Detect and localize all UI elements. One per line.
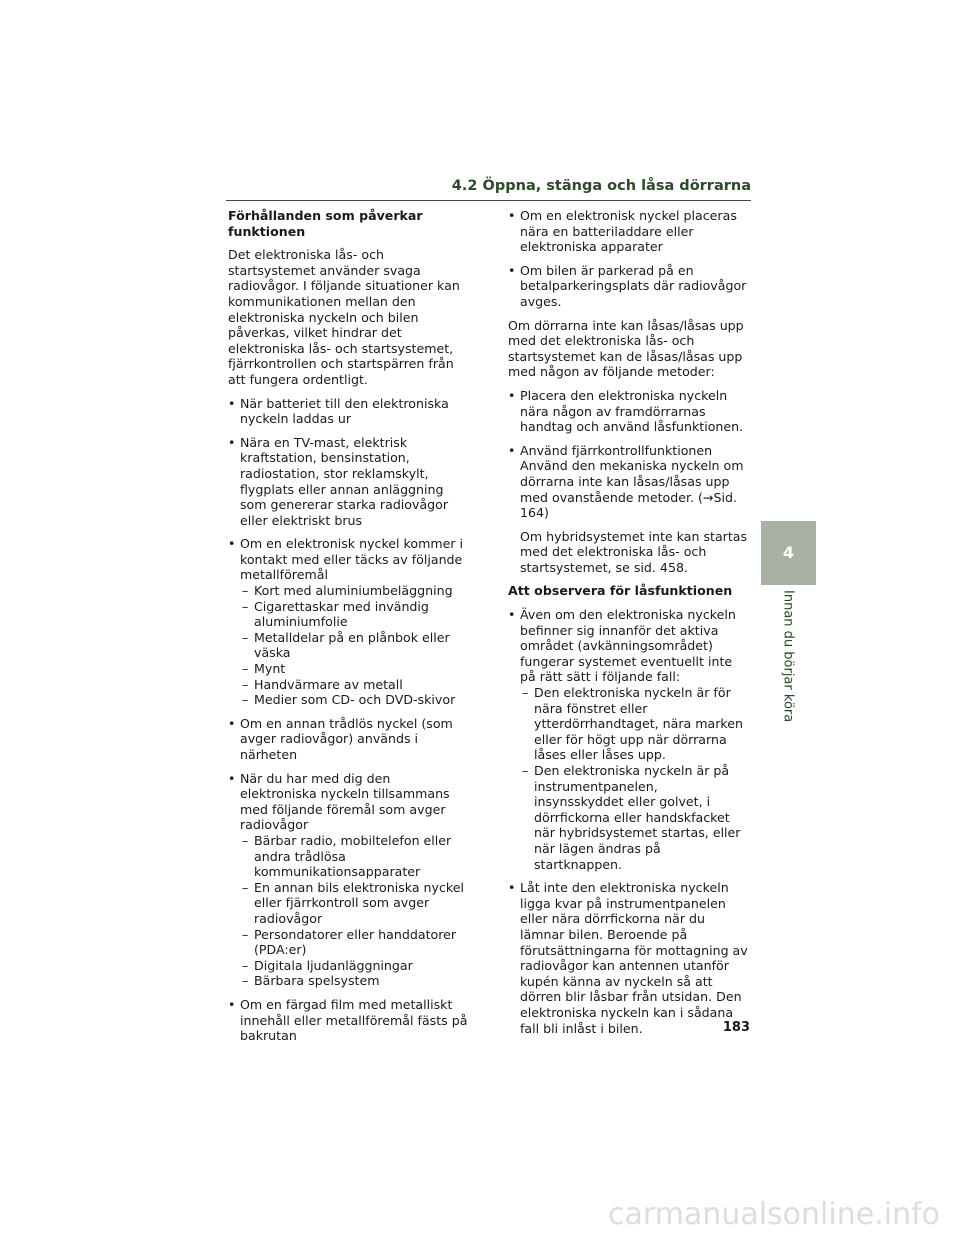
dash-item: – Den elektroniska nyckeln är på instrumentpanelen, insynsskyddet eller golvet, i dörrfickorna eller handskfacket när hybridsystemet startas, eller när lägen ändras på startknappen. xyxy=(522,763,748,872)
right-column xyxy=(508,208,748,1044)
dash-item: – Medier som CD- och DVD-skivor xyxy=(242,692,468,708)
radio-devices-list xyxy=(240,833,468,989)
left-column xyxy=(228,208,468,1052)
dash-item: – Digitala ljudanläggningar xyxy=(242,958,468,974)
watermark: carmanualsonline.info xyxy=(608,1197,940,1232)
dash-item: – Metalldelar på en plånbok eller väska xyxy=(242,630,468,661)
list-item: • Placera den elektroniska nyckeln nära någon av framdörrarnas handtag och använd låsfunktionen. xyxy=(508,388,748,435)
conditions-list-continued xyxy=(508,208,748,310)
dash-item: – En annan bils elektroniska nyckel eller fjärrkontroll som avger radiovågor xyxy=(242,880,468,927)
list-item: • När batteriet till den elektroniska nyckeln laddas ur xyxy=(228,396,468,427)
dash-item: – Den elektroniska nyckeln är för nära fönstret eller ytterdörrhandtaget, nära marken eller för högt upp när dörrarna låses eller låses upp. xyxy=(522,685,748,763)
dash-item: – Mynt xyxy=(242,661,468,677)
dash-item: – Bärbar radio, mobiltelefon eller andra trådlösa kommunikationsapparater xyxy=(242,833,468,880)
hybrid-note: Om hybridsystemet inte kan startas med det elektroniska lås- och startsystemet, se sid. 458. xyxy=(520,528,748,575)
section-header: 4.2 Öppna, stänga och låsa dörrarna xyxy=(226,178,751,201)
methods-paragraph: Om dörrarna inte kan låsas/låsas upp med det elektroniska lås- och startsystemet kan de låsas/låsas upp med någon av följande metoder: xyxy=(508,317,744,380)
chapter-label: Innan du börjar köra xyxy=(780,590,796,723)
dash-item: – Cigarettaskar med invändig aluminiumfolie xyxy=(242,599,468,630)
metal-objects-list xyxy=(240,583,468,708)
dash-item: – Persondatorer eller handdatorer (PDA:er) xyxy=(242,927,468,958)
list-item: • Om en elektronisk nyckel kommer i kontakt med eller täcks av följande metallföremål – Kort med aluminiumbeläggning – Cigarettaskar med invändig aluminiumfolie – Metalldelar på en plånbok eller väska – Mynt – Handvärmare av metall – Medier som CD- och DVD-skivor xyxy=(228,536,468,708)
dash-item: – Handvärmare av metall xyxy=(242,677,468,693)
dash-item: – Bärbara spelsystem xyxy=(242,973,468,989)
list-item: • Nära en TV-mast, elektrisk kraftstation, bensinstation, radiostation, stor reklamskylt, flygplats eller annan anläggning som genererar starka radiovågor eller elektriskt brus xyxy=(228,435,468,529)
list-item: • Om bilen är parkerad på en betalparkeringsplats där radiovågor avges. xyxy=(508,263,748,310)
list-item: • När du har med dig den elektroniska nyckeln tillsammans med följande föremål som avger radiovågor – Bärbar radio, mobiltelefon eller andra trådlösa kommunikationsapparater – En annan bils elektroniska nyckel eller fjärrkontroll som avger radiovågor – Persondatorer eller handdatorer (PDA:er) – Digitala ljudanläggningar – Bärbara spelsystem xyxy=(228,771,468,989)
list-item: • Även om den elektroniska nyckeln befinner sig innanför det aktiva området (avkänningsområdet) fungerar systemet eventuellt inte på rätt sätt i följande fall: – Den elektroniska nyckeln är för nära fönstret eller ytterdörrhandtaget, nära marken eller för högt upp när dörrarna låses eller låses upp. – Den elektroniska nyckeln är på instrumentpanelen, insynsskyddet eller golvet, i dörrfickorna eller handskfacket när hybridsystemet startas, eller när lägen ändras på startknappen. xyxy=(508,607,748,872)
subheading-lock-function: Att observera för låsfunktionen xyxy=(508,583,733,599)
chapter-number: 4 xyxy=(782,543,795,562)
subheading-conditions: Förhållanden som påverkar funktionen xyxy=(228,208,423,239)
lock-notes-list xyxy=(508,607,748,1036)
conditions-list xyxy=(228,396,468,1044)
dash-item: – Kort med aluminiumbeläggning xyxy=(242,583,468,599)
list-item: • Om en färgad film med metalliskt innehåll eller metallföremål fästs på bakrutan xyxy=(228,997,468,1044)
list-item: • Låt inte den elektroniska nyckeln ligga kvar på instrumentpanelen eller nära dörrfickorna när du lämnar bilen. Beroende på förutsättningarna för mottagning av radiovågor kan antennen utanför kupén känna av nyckeln så att dörren blir låsbar från utsidan. Den elektroniska nyckeln kan i sådana fall bli inlåst i bilen. xyxy=(508,880,748,1036)
failure-cases-list xyxy=(520,685,748,872)
list-item: • Om en elektronisk nyckel placeras nära en batteriladdare eller elektroniska apparater xyxy=(508,208,748,255)
methods-list xyxy=(508,388,748,576)
page-number: 183 xyxy=(722,1020,750,1035)
list-item: • Om en annan trådlös nyckel (som avger radiovågor) används i närheten xyxy=(228,716,468,763)
intro-paragraph: Det elektroniska lås- och startsystemet använder svaga radiovågor. I följande situationer kan kommunikationen mellan den elektroniska nyckeln och bilen påverkas, vilket hindrar det elektroniska lås- och startsystemet, fjärrkontrollen och startspärren från att fungera ordentligt. xyxy=(228,247,460,387)
chapter-label-wrap xyxy=(773,590,803,723)
list-item: • Använd fjärrkontrollfunktionen Använd den mekaniska nyckeln om dörrarna inte kan låsas/låsas upp med ovanstående metoder. (→Sid. 164) Om hybridsystemet inte kan startas med det elektroniska lås- och startsystemet, se sid. 458. xyxy=(508,443,748,576)
